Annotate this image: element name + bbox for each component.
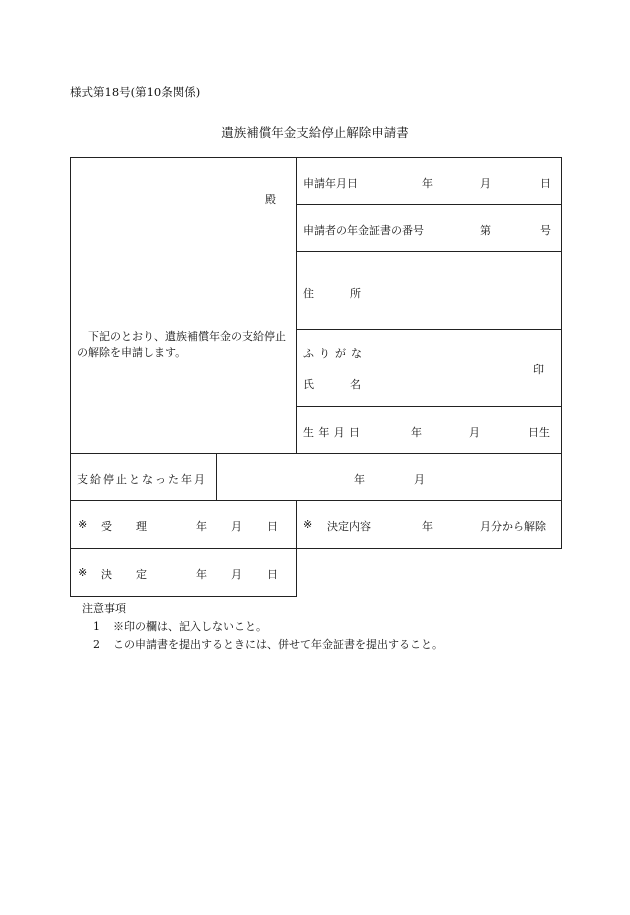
row-line-5 (70, 453, 562, 454)
note-item (93, 618, 267, 634)
furigana-label (303, 345, 362, 361)
row-line-4 (296, 406, 562, 407)
certificate-suffix[interactable]: 号 (540, 224, 551, 237)
birth-month[interactable]: 月 (469, 426, 480, 439)
note-number: 2 (93, 638, 100, 651)
decision-day[interactable]: 日 (267, 568, 278, 581)
row-line-3 (296, 329, 562, 330)
decision-label-1: 決 (101, 568, 112, 581)
decision-content-mark: ※ (303, 518, 313, 531)
decision-content-suffix[interactable]: 月分から解除 (480, 520, 546, 533)
decision-month[interactable]: 月 (231, 568, 242, 581)
decision-mark: ※ (78, 566, 88, 579)
birth-label-char: 日 (348, 426, 360, 439)
birth-day-suffix[interactable]: 日生 (528, 426, 550, 439)
form-number-label: 様式第18号(第10条関係) (70, 85, 201, 99)
receipt-day[interactable]: 日 (267, 520, 278, 533)
addressee-suffix: 殿 (265, 193, 276, 206)
divider-suspension (216, 453, 217, 501)
address-label-2: 所 (350, 287, 361, 300)
suspension-label-text: 支給停止となった年月 (77, 473, 207, 486)
address-field[interactable] (360, 262, 555, 322)
decision-content-label: 決定内容 (327, 520, 371, 533)
receipt-label-1: 受 (101, 520, 112, 533)
birth-label-char: 生 (303, 426, 314, 439)
application-statement: 下記のとおり、遺族補償年金の支給停止の解除を申請します。 (77, 330, 286, 359)
note-number: 1 (93, 620, 100, 633)
application-date-label: 申請年月日 (303, 177, 358, 190)
receipt-year[interactable]: 年 (196, 520, 207, 533)
suspension-year[interactable]: 年 (354, 473, 365, 486)
notes-heading: 注意事項 (82, 602, 126, 615)
birth-year[interactable]: 年 (411, 426, 422, 439)
birth-label-char: 年 (318, 426, 330, 439)
seal-mark: 印 (533, 363, 544, 376)
document-title: 遺族補償年金支給停止解除申請書 (221, 125, 409, 140)
birth-date-label (303, 424, 360, 440)
birth-label-char: 月 (333, 426, 345, 439)
furigana-char: が (335, 347, 346, 360)
row-line-1 (296, 204, 562, 205)
certificate-prefix[interactable]: 第 (480, 224, 491, 237)
note-text: この申請書を提出するときには、併せて年金証書を提出すること。 (113, 638, 443, 651)
note-text: ※印の欄は、記入しないこと。 (113, 620, 267, 633)
decision-label-2: 定 (136, 568, 147, 581)
note-item (93, 636, 443, 652)
receipt-month[interactable]: 月 (231, 520, 242, 533)
furigana-char: な (351, 347, 362, 360)
divider-receipt-decision (296, 500, 297, 549)
name-field[interactable] (370, 340, 520, 395)
suspension-month[interactable]: 月 (414, 473, 425, 486)
application-date-month[interactable]: 月 (480, 177, 491, 190)
pension-certificate-label: 申請者の年金証書の番号 (303, 224, 424, 237)
receipt-mark: ※ (78, 518, 88, 531)
receipt-label-2: 理 (136, 520, 147, 533)
suspension-label (77, 471, 210, 487)
furigana-char: ふ (303, 347, 314, 360)
furigana-char: り (319, 347, 330, 360)
divider-left-right (296, 157, 297, 453)
name-label-2: 名 (350, 378, 361, 391)
row-line-2 (296, 251, 562, 252)
decision-year[interactable]: 年 (196, 568, 207, 581)
name-label-1: 氏 (303, 378, 314, 391)
application-date-day[interactable]: 日 (540, 177, 551, 190)
row-line-6 (70, 500, 562, 501)
application-date-year[interactable]: 年 (422, 177, 433, 190)
decision-content-year[interactable]: 年 (422, 520, 433, 533)
address-label-1: 住 (303, 287, 314, 300)
